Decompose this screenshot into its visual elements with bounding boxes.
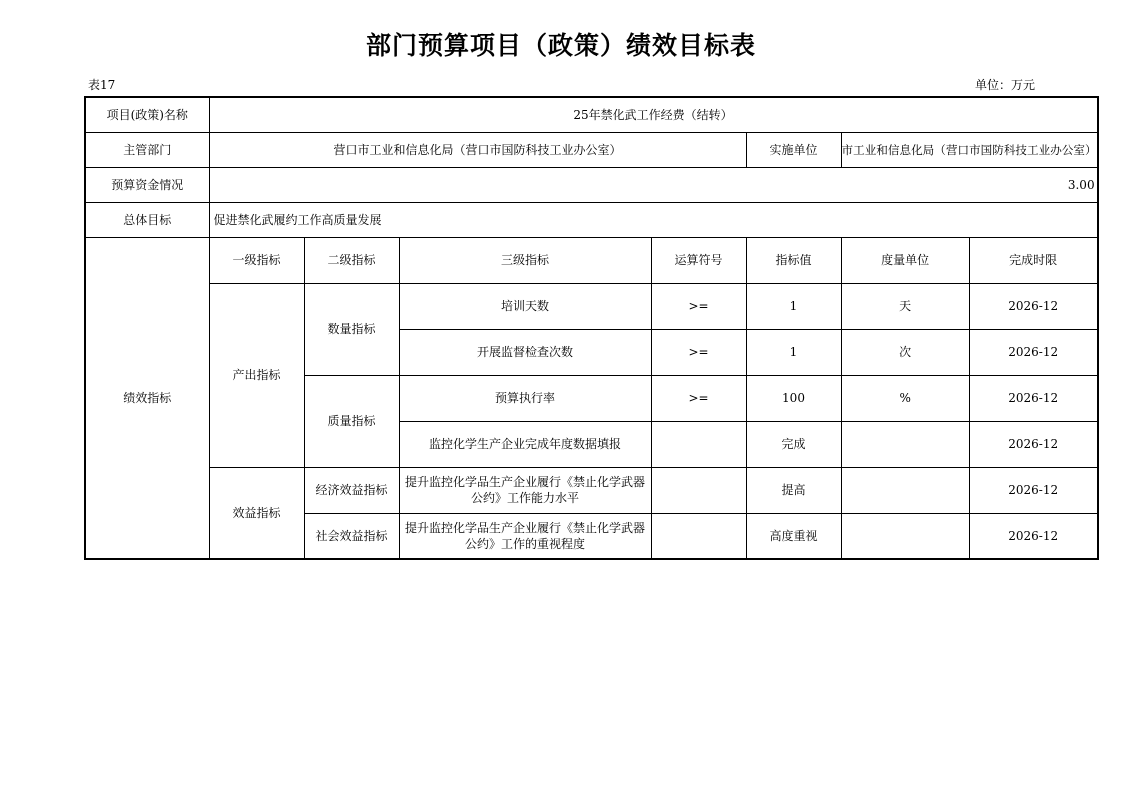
project-row [85,97,1098,132]
header-level1: 一级指标 [209,237,304,283]
deadline-cell: 2026-12 [969,283,1097,329]
level3-cell: 提升监控化学品生产企业履行《禁止化学武器公约》工作能力水平 [399,467,651,513]
unit-cell [841,421,969,467]
budget-label: 预算资金情况 [85,167,209,202]
subgroup-quantity: 数量指标 [304,283,399,375]
unit-cell [841,467,969,513]
unit-label: 单位：万元 [974,78,1035,92]
operator-cell: >= [651,375,746,421]
department-row [85,132,1098,167]
subgroup-economic: 经济效益指标 [304,467,399,513]
subgroup-social: 社会效益指标 [304,513,399,559]
deadline-cell: 2026-12 [969,513,1097,559]
header-level3: 三级指标 [399,237,651,283]
value-cell: 提高 [746,467,841,513]
unit-cell: 次 [841,329,969,375]
subgroup-quality: 质量指标 [304,375,399,467]
unit-cell: 天 [841,283,969,329]
department-label: 主管部门 [85,132,209,167]
budget-value: 3.00 [209,167,1098,202]
goal-row [85,202,1098,237]
operator-cell [651,513,746,559]
group-output: 产出指标 [209,283,304,467]
goal-label: 总体目标 [85,202,209,237]
value-cell: 100 [746,375,841,421]
budget-row [85,167,1098,202]
performance-table [84,96,1099,560]
operator-cell [651,467,746,513]
page-title: 部门预算项目（政策）绩效目标表 [365,31,756,60]
value-cell: 1 [746,329,841,375]
deadline-cell: 2026-12 [969,467,1097,513]
value-cell: 1 [746,283,841,329]
value-cell: 完成 [746,421,841,467]
table-row [85,283,1098,329]
level3-cell: 开展监督检查次数 [399,329,651,375]
department-value: 营口市工业和信息化局（营口市国防科技工业办公室） [209,132,746,167]
value-cell: 高度重视 [746,513,841,559]
table-number: 表17 [88,78,116,92]
deadline-cell: 2026-12 [969,375,1097,421]
goal-value: 促进禁化武履约工作高质量发展 [209,202,1098,237]
operator-cell: >= [651,329,746,375]
indicator-header-row [85,237,1098,283]
header-deadline: 完成时限 [969,237,1097,283]
group-benefit: 效益指标 [209,467,304,559]
unit-cell: % [841,375,969,421]
level3-cell: 提升监控化学品生产企业履行《禁止化学武器公约》工作的重视程度 [399,513,651,559]
deadline-cell: 2026-12 [969,421,1097,467]
header-value: 指标值 [746,237,841,283]
indicators-label: 绩效指标 [85,237,209,559]
table-row [85,467,1098,513]
impl-unit-label: 实施单位 [746,132,841,167]
project-label: 项目(政策)名称 [85,97,209,132]
project-value: 25年禁化武工作经费（结转） [209,97,1098,132]
level3-cell: 预算执行率 [399,375,651,421]
unit-cell [841,513,969,559]
header-operator: 运算符号 [651,237,746,283]
header-level2: 二级指标 [304,237,399,283]
impl-unit-value: 市工业和信息化局（营口市国防科技工业办公室） [841,132,1098,167]
operator-cell [651,421,746,467]
level3-cell: 培训天数 [399,283,651,329]
operator-cell: >= [651,283,746,329]
level3-cell: 监控化学生产企业完成年度数据填报 [399,421,651,467]
deadline-cell: 2026-12 [969,329,1097,375]
header-unit: 度量单位 [841,237,969,283]
